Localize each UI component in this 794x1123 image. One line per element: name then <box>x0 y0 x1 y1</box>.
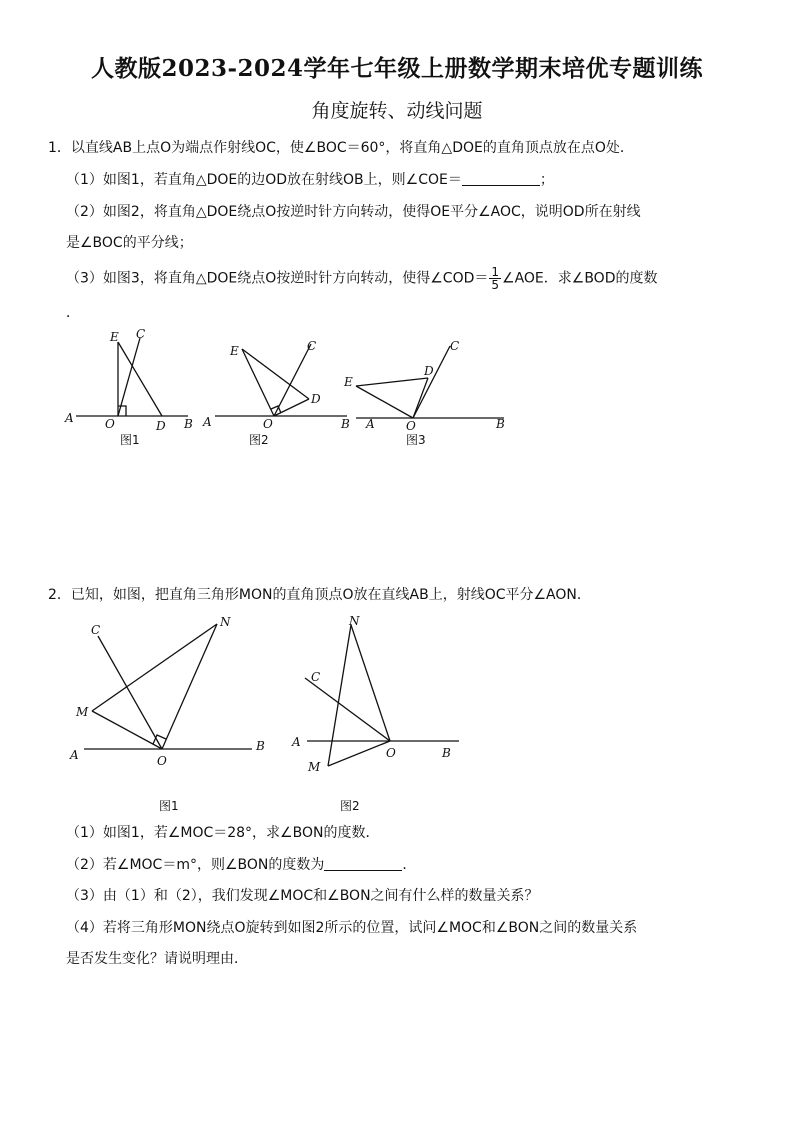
figure-caption: 图1 <box>120 433 140 447</box>
q1-part2-line-b: 是∠BOC的平分线； <box>66 235 193 251</box>
q1-part1-end: ； <box>539 172 554 188</box>
q1-stem-line <box>48 138 634 158</box>
q1-part2-line-a: （2）如图2，将直角△DOE绕点O按逆时针方向转动，使得OE平分∠AOC，说明OD所在射线 <box>66 204 641 220</box>
q2-part2: （2）若∠MOC＝m°，则∠BON的度数为 <box>66 857 325 873</box>
figure-caption: 图3 <box>406 433 426 447</box>
q1-part3-end: ． <box>66 305 80 321</box>
q1-figure-2 <box>197 322 357 452</box>
q2-answer-blank <box>324 856 402 871</box>
label-b: B <box>341 417 350 431</box>
segment-ed <box>356 378 428 386</box>
segment-ed <box>242 349 309 399</box>
q2-stem-line <box>48 585 591 605</box>
label-n: N <box>220 615 231 629</box>
q2-figure-2 <box>285 608 470 820</box>
q1-number: 1． <box>48 140 71 156</box>
label-m: M <box>76 705 89 719</box>
label-o: O <box>263 417 273 431</box>
label-o: O <box>406 419 416 433</box>
segment-mo <box>328 741 390 766</box>
ray-oc <box>118 338 140 416</box>
label-b: B <box>256 739 265 753</box>
label-c: C <box>307 339 317 353</box>
label-c: C <box>91 623 101 637</box>
q2-part2-line <box>66 855 416 875</box>
label-b: B <box>184 417 193 431</box>
ray-oc <box>413 346 450 418</box>
label-a: A <box>65 411 74 425</box>
segment-oe <box>356 386 413 418</box>
q2-number: 2． <box>48 587 71 603</box>
label-e: E <box>230 344 239 358</box>
segment-ed <box>118 342 162 416</box>
label-n: N <box>349 614 360 628</box>
label-a: A <box>366 417 375 431</box>
label-c: C <box>311 670 321 684</box>
q1-figure-3 <box>338 330 513 455</box>
label-m: M <box>308 760 321 774</box>
q1-answer-blank <box>462 171 540 186</box>
label-b: B <box>442 746 451 760</box>
q2-part2-end: ． <box>402 857 417 873</box>
label-d: D <box>424 364 434 378</box>
label-c: C <box>450 339 460 353</box>
ray-oc <box>274 344 311 416</box>
q2-part3: （3）由（1）和（2），我们发现∠MOC和∠BON之间有什么样的数量关系？ <box>66 888 539 904</box>
label-a: A <box>70 748 79 762</box>
figure-caption: 图2 <box>249 433 269 447</box>
q1-stem: 以直线AB上点O为端点作射线OC，使∠BOC＝60°，将直角△DOE的直角顶点放在点O处． <box>70 140 634 156</box>
q1-part1-line <box>66 170 554 190</box>
page-subtitle: 角度旋转、动线问题 <box>311 100 483 122</box>
q2-part4-line-b: 是否发生变化？请说明理由． <box>66 951 248 967</box>
label-b: B <box>496 417 505 431</box>
segment-oe <box>242 349 274 416</box>
q2-part1: （1）如图1，若∠MOC＝28°，求∠BON的度数． <box>66 825 380 841</box>
label-o: O <box>105 417 115 431</box>
figure-caption: 图1 <box>159 799 179 813</box>
ray-oc <box>305 678 390 741</box>
q2-figure-1 <box>62 608 277 820</box>
q1-frac-numerator: 1 <box>491 265 500 279</box>
label-d: D <box>156 419 166 433</box>
q1-fraction <box>489 266 501 291</box>
label-d: D <box>311 392 321 406</box>
q2-stem: 已知，如图，把直角三角形MON的直角顶点O放在直线AB上，射线OC平分∠AON． <box>70 587 591 603</box>
q1-part1: （1）如图1，若直角△DOE的边OD放在射线OB上，则∠COE＝ <box>66 172 462 188</box>
q1-figure-1 <box>60 322 195 452</box>
figure-caption: 图2 <box>340 799 360 813</box>
label-a: A <box>203 415 212 429</box>
q1-part3-a: （3）如图3，将直角△DOE绕点O按逆时针方向转动，使得∠COD＝ <box>66 270 489 287</box>
segment-od <box>413 378 428 418</box>
page-title: 人教版2023-2024学年七年级上册数学期末培优专题训练 <box>90 55 704 82</box>
label-o: O <box>386 746 396 760</box>
q2-part4-line-a: （4）若将三角形MON绕点O旋转到如图2所示的位置，试问∠MOC和∠BON之间的数量关系 <box>66 920 638 936</box>
label-o: O <box>157 754 167 768</box>
segment-on <box>351 625 390 741</box>
label-a: A <box>292 735 301 749</box>
q1-part3-line <box>66 266 657 291</box>
segment-nm <box>328 625 351 766</box>
label-c: C <box>136 327 146 341</box>
label-e: E <box>344 375 353 389</box>
label-e: E <box>110 330 119 344</box>
q1-part3-b: ∠AOE．求∠BOD的度数 <box>502 270 658 287</box>
q1-frac-denominator: 5 <box>491 278 500 292</box>
